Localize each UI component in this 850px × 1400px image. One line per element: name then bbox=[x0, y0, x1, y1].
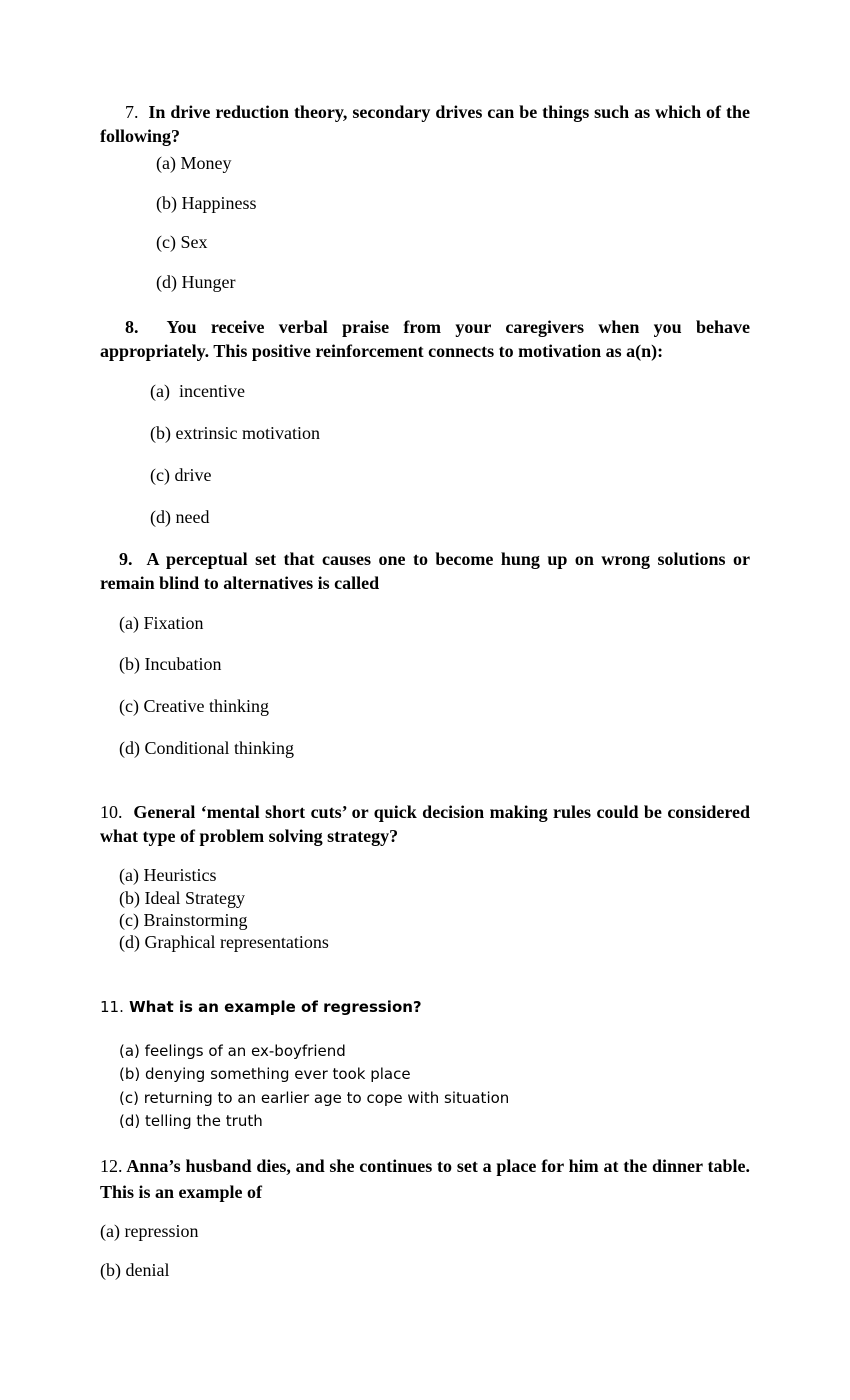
question-9 bbox=[100, 547, 750, 595]
option-a: (a) feelings of an ex-boyfriend bbox=[119, 1042, 346, 1060]
option-b: (b) denying something ever took place bbox=[119, 1065, 411, 1083]
option-b: (b) Incubation bbox=[119, 654, 222, 674]
option-d: (d) need bbox=[150, 507, 210, 527]
option-a: (a) Money bbox=[156, 153, 232, 173]
option-c: (c) Sex bbox=[156, 232, 208, 252]
option-a: (a) Heuristics bbox=[119, 865, 217, 885]
question-11 bbox=[100, 996, 750, 1018]
option-d: (d) telling the truth bbox=[119, 1112, 263, 1130]
question-number: 12. bbox=[100, 1156, 123, 1176]
question-7 bbox=[100, 100, 750, 148]
question-text: In drive reduction theory, secondary drives can be things such as which of the following? bbox=[100, 102, 750, 146]
option-c: (c) Brainstorming bbox=[119, 910, 248, 930]
question-10 bbox=[100, 800, 750, 848]
option-a: (a) Fixation bbox=[119, 613, 204, 633]
option-b: (b) extrinsic motivation bbox=[150, 423, 320, 443]
option-c: (c) Creative thinking bbox=[119, 696, 269, 716]
option-d: (d) Hunger bbox=[156, 272, 236, 292]
option-d: (d) Graphical representations bbox=[119, 932, 329, 952]
option-d: (d) Conditional thinking bbox=[119, 738, 294, 758]
question-number: 9. bbox=[119, 549, 133, 569]
question-8 bbox=[100, 315, 750, 363]
option-b: (b) Happiness bbox=[156, 193, 257, 213]
question-number: 10. bbox=[100, 802, 123, 822]
option-a: (a) repression bbox=[100, 1221, 199, 1241]
option-b: (b) Ideal Strategy bbox=[119, 888, 245, 908]
question-number: 11. bbox=[100, 998, 124, 1016]
question-text: A perceptual set that causes one to become hung up on wrong solutions or remain blind to alternatives is called bbox=[100, 549, 751, 593]
question-text: Anna’s husband dies, and she continues to set a place for him at the dinner table. This is an example of bbox=[100, 1156, 750, 1202]
question-12 bbox=[100, 1153, 750, 1205]
question-number: 7. bbox=[125, 102, 139, 122]
question-text: You receive verbal praise from your caregivers when you behave appropriately. This positive reinforcement connects to motivation as a(n): bbox=[100, 317, 750, 361]
question-text: What is an example of regression? bbox=[129, 998, 422, 1016]
option-c: (c) drive bbox=[150, 465, 212, 485]
option-b: (b) denial bbox=[100, 1260, 170, 1280]
question-number: 8. bbox=[125, 317, 139, 337]
option-a: (a) incentive bbox=[150, 381, 245, 401]
question-text: General ‘mental short cuts’ or quick decision making rules could be considered what type of problem solving strategy? bbox=[100, 802, 750, 846]
option-c: (c) returning to an earlier age to cope with situation bbox=[119, 1089, 510, 1107]
